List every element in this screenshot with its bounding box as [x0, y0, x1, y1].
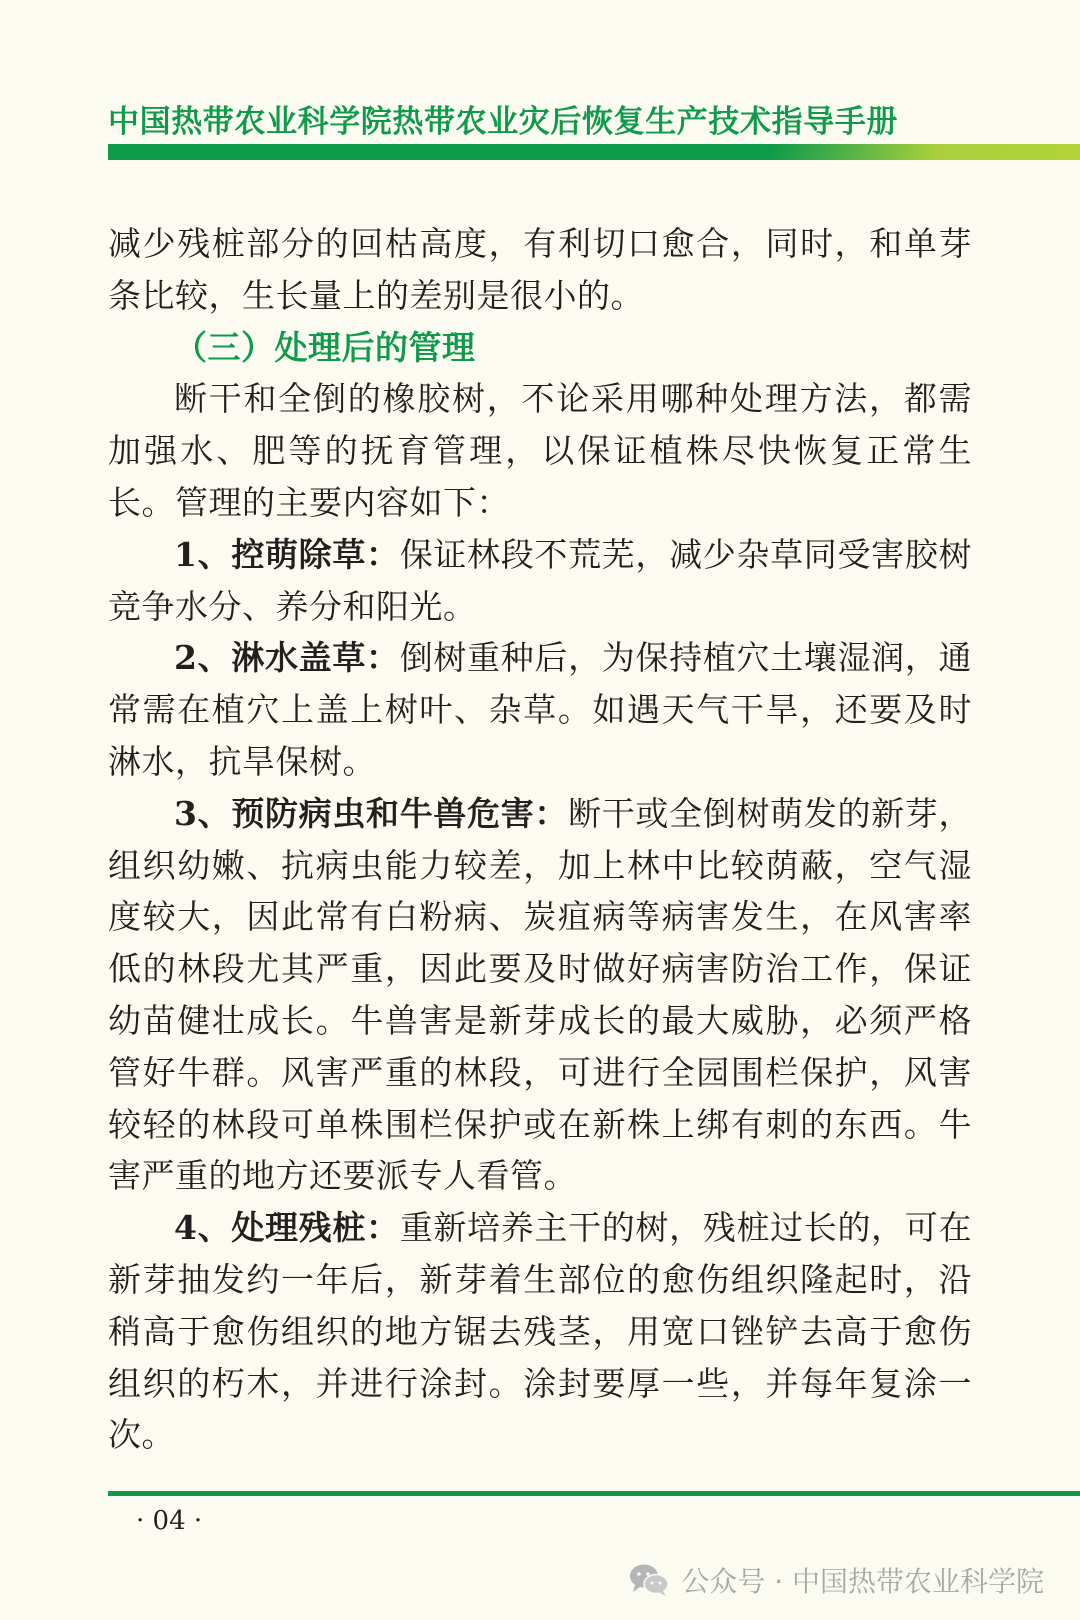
item-number: 1、: [174, 534, 232, 574]
item-text: 重新培养主干的树，残桩过长的，可在新芽抽发约一年后，新芽着生部位的愈伤组织隆起时，沿稍高于愈伤组织的地方锯去残茎，用宽口锉铲去高于愈伤组织的朽木，并进行涂封。涂封要厚一些，并每年复涂一次。: [108, 1208, 973, 1455]
wechat-icon: [629, 1563, 669, 1597]
footer-line: [108, 1491, 1080, 1496]
item-number: 4、: [174, 1208, 232, 1248]
page-content: [108, 218, 972, 1461]
item-term: 处理残桩：: [231, 1208, 400, 1248]
list-item: [108, 1202, 972, 1461]
section-heading: （三）处理后的管理: [174, 327, 476, 367]
paragraph-continuation: 减少残桩部分的回枯高度，有利切口愈合，同时，和单芽条比较，生长量上的差别是很小的。: [108, 224, 972, 315]
list-item: [108, 529, 972, 633]
item-term: 淋水盖草：: [231, 638, 400, 678]
page-header-title: 中国热带农业科学院热带农业灾后恢复生产技术指导手册: [108, 104, 898, 140]
watermark: [629, 1560, 1044, 1600]
item-term: 控萌除草：: [231, 534, 400, 574]
list-item: [108, 788, 972, 1202]
watermark-text: 公众号 · 中国热带农业科学院: [681, 1565, 1044, 1598]
paragraph-intro: 断干和全倒的橡胶树，不论采用哪种处理方法，都需加强水、肥等的抚育管理，以保证植株尽快恢复正常生长。管理的主要内容如下：: [108, 379, 972, 522]
page-number: · 04 ·: [136, 1506, 203, 1536]
item-term: 预防病虫和牛兽危害：: [231, 793, 569, 833]
item-number: 3、: [174, 793, 232, 833]
item-number: 2、: [174, 638, 232, 678]
item-text: 保证林段不荒芜，减少杂草同受害胶树竞争水分、养分和阳光。: [108, 534, 973, 626]
header-bar: [108, 144, 1080, 160]
list-item: [108, 632, 972, 787]
item-text: 倒树重种后，为保持植穴土壤湿润，通常需在植穴上盖上树叶、杂草。如遇天气干旱，还要及时淋水，抗旱保树。: [108, 638, 973, 781]
item-text: 断干或全倒树萌发的新芽，组织幼嫩、抗病虫能力较差，加上林中比较荫蔽，空气湿度较大，因此常有白粉病、炭疽病等病害发生，在风害率低的林段尤其严重，因此要及时做好病害防治工作，保证幼苗健壮成长。牛兽害是新芽成长的最大威胁，必须严格管好牛群。风害严重的林段，可进行全园围栏保护，风害较轻的林段可单株围栏保护或在新株上绑有刺的东西。牛害严重的地方还要派专人看管。: [108, 793, 973, 1196]
